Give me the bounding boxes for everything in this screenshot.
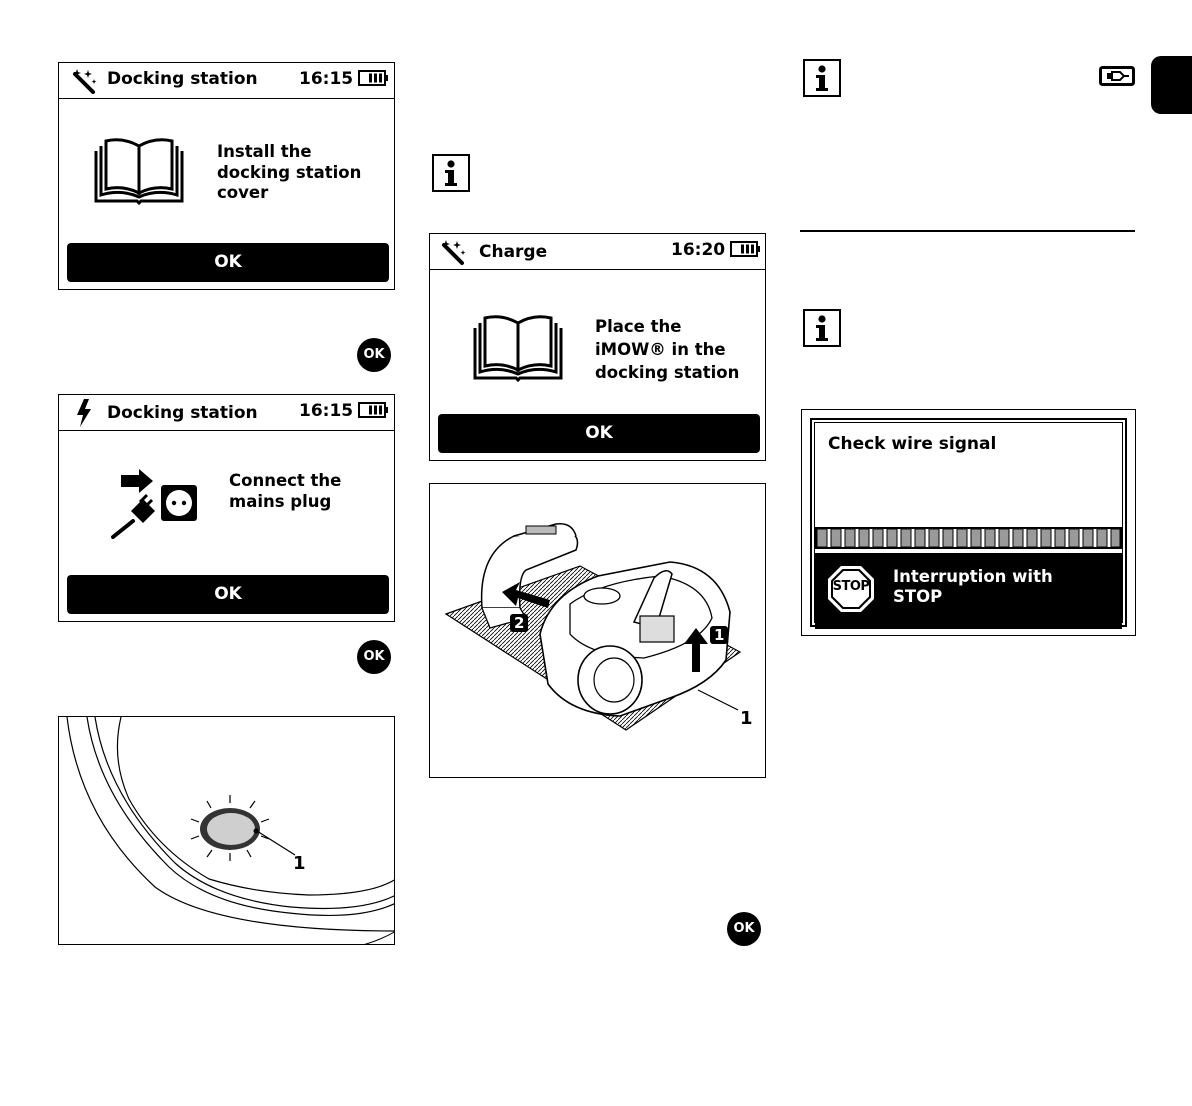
display-wire-signal bbox=[801, 409, 1136, 636]
battery-icon bbox=[358, 70, 388, 86]
display-clock: 16:15 bbox=[299, 401, 354, 421]
plug-socket-icon bbox=[107, 467, 199, 539]
mower-docking-figure bbox=[429, 483, 766, 778]
display-header bbox=[59, 395, 394, 431]
callout-number: 1 bbox=[293, 853, 306, 874]
step-number-2: 2 bbox=[514, 614, 525, 632]
step-number-1: 1 bbox=[714, 626, 725, 644]
manual-book-icon bbox=[472, 314, 564, 382]
info-icon bbox=[803, 59, 841, 97]
ok-key-icon: OK bbox=[357, 640, 391, 674]
ok-key-icon: OK bbox=[727, 912, 761, 946]
ok-button[interactable]: OK bbox=[438, 414, 760, 453]
display-header bbox=[59, 63, 394, 99]
signal-progress-bar bbox=[815, 527, 1122, 549]
battery-icon bbox=[730, 241, 760, 257]
display-clock: 16:15 bbox=[299, 69, 354, 89]
display-mains-plug bbox=[58, 394, 395, 622]
display-docking-cover bbox=[58, 62, 395, 290]
display-title: Docking station bbox=[107, 69, 258, 89]
display-header bbox=[430, 234, 765, 270]
wizard-wand-icon bbox=[71, 68, 99, 94]
info-icon bbox=[803, 309, 841, 347]
info-icon bbox=[432, 154, 470, 192]
display-inner-frame bbox=[810, 418, 1127, 627]
stop-message: Interruption with STOP bbox=[893, 567, 1053, 606]
ok-key-icon: OK bbox=[357, 338, 391, 372]
stop-sign-label: STOP bbox=[832, 579, 870, 594]
led-figure bbox=[58, 716, 395, 945]
section-divider bbox=[800, 230, 1135, 232]
wizard-wand-icon bbox=[440, 239, 468, 265]
ok-button[interactable]: OK bbox=[67, 575, 389, 614]
display-clock: 16:20 bbox=[671, 240, 726, 260]
lightning-icon bbox=[75, 398, 93, 428]
display-charge bbox=[429, 233, 766, 461]
display-message: Place the iMOW® in the docking station bbox=[595, 317, 740, 382]
display-message: Connect the mains plug bbox=[229, 471, 342, 511]
battery-icon bbox=[358, 402, 388, 418]
ok-button[interactable]: OK bbox=[67, 243, 389, 282]
display-title: Check wire signal bbox=[828, 434, 997, 454]
display-title: Docking station bbox=[107, 403, 258, 423]
callout-number: 1 bbox=[740, 708, 753, 729]
plug-symbol-icon bbox=[1099, 66, 1135, 86]
display-title: Charge bbox=[479, 242, 548, 262]
section-tab bbox=[1151, 56, 1192, 114]
display-message: Install the docking station cover bbox=[217, 142, 362, 202]
stop-message-bar bbox=[815, 553, 1122, 629]
manual-book-icon bbox=[93, 137, 185, 205]
